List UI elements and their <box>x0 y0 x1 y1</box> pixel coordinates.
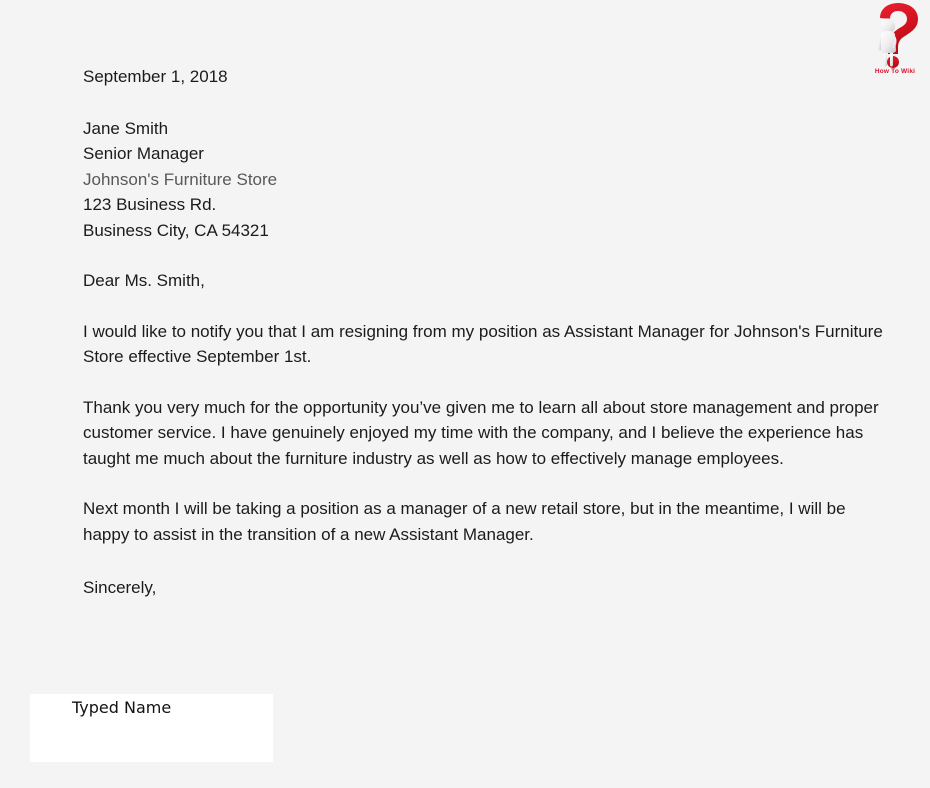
letter-body <box>83 64 895 601</box>
recipient-name: Jane Smith <box>83 118 169 138</box>
letter-paragraph-1: I would like to notify you that I am resigning from my position as Assistant Manager for Johnson's Furniture Store effective September 1st. <box>83 321 883 366</box>
recipient-company: Johnson's Furniture Store <box>83 169 278 189</box>
letter-salutation: Dear Ms. Smith, <box>83 271 205 290</box>
letter-date: September 1, 2018 <box>83 67 228 86</box>
recipient-street: 123 Business Rd. <box>83 195 217 214</box>
letter-paragraph-3: Next month I will be taking a position as a manager of a new retail store, but in the meantime, I will be happy to assist in the transition of a new Assistant Manager. <box>83 499 846 544</box>
typed-name-label: Typed Name <box>72 698 172 717</box>
question-mark-icon <box>866 2 924 70</box>
recipient-address-block <box>83 116 895 244</box>
recipient-title: Senior Manager <box>83 144 204 163</box>
letter-paragraph-2: Thank you very much for the opportunity you’ve given me to learn all about store management and proper customer service. I have genuinely enjoyed my time with the company, and I believe the experience has taught me much about the furniture industry as well as how to effectively manage employees. <box>83 397 879 468</box>
letter-closing: Sincerely, <box>83 578 157 597</box>
brand-logo-caption: How To Wiki <box>874 68 916 75</box>
recipient-city-state-zip: Business City, CA 54321 <box>83 220 269 240</box>
signature-box <box>30 694 273 762</box>
